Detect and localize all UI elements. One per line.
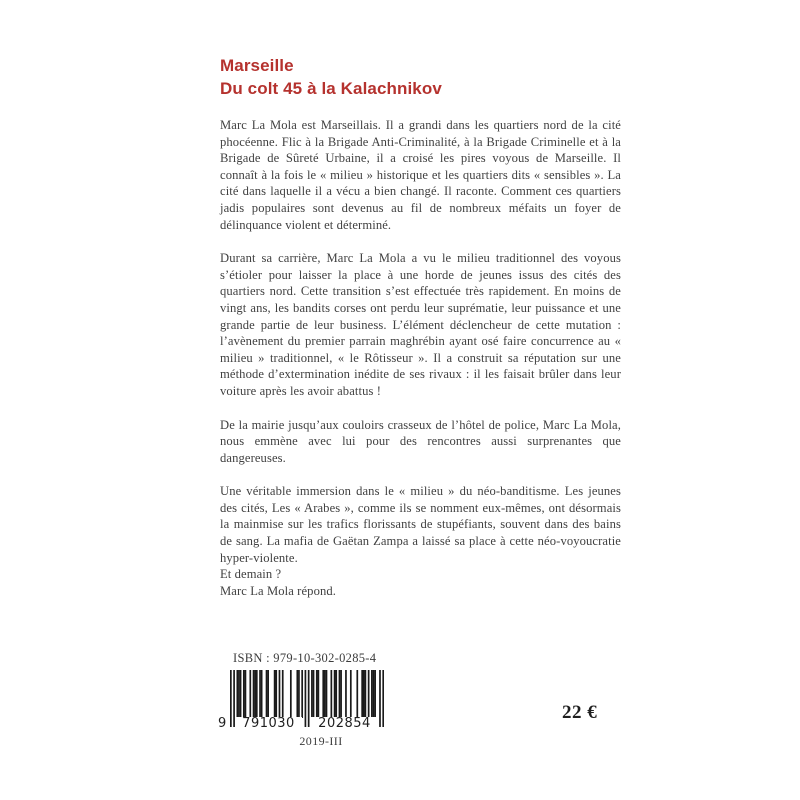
barcode <box>218 670 384 748</box>
price-label: 22 € <box>562 702 598 723</box>
book-title-line1: Marseille <box>220 56 294 75</box>
closing-line: Et demain ? <box>220 567 282 582</box>
barcode-left-digits: 791030 <box>235 717 302 731</box>
synopsis-paragraph: Une véritable immersion dans le « milieu » du néo-banditisme. Les jeunes des cités, Les « Arabes », comme ils se nomment eux-mêmes, ont désormais la mainmise sur les trafics florissants de stupéfiants, souvent dans des bains de sang. La mafia de Gaëtan Zampa a laissé sa place à cette néo-voyoucratie hyper-violente. <box>220 484 621 565</box>
book-subtitle: Du colt 45 à la Kalachnikov <box>220 79 442 98</box>
isbn-text: ISBN : 979-10-302-0285-4 <box>233 651 377 665</box>
synopsis-paragraph: Durant sa carrière, Marc La Mola a vu le milieu traditionnel des voyous s’étioler pour laisser la place à une horde de jeunes issus des cités des quartiers nord. Cette transition s’est effectuée très rapidement. En moins de vingt ans, les bandits corses ont perdu leur suprématie, leur puissance et une grande partie de leur business. L’élément déclencheur de cette mutation : l’avènement du premier parrain maghrébin ayant osé faire concurrence au « milieu » traditionnel, « le Rôtisseur ». Il a construit sa réputation sur une méthode d’extermination inédite de ses rivaux : il les faisait brûler dans leur voiture après les avoir abattus ! <box>220 251 621 398</box>
back-cover-text-column <box>220 54 621 599</box>
barcode-right-digits: 202854 <box>311 717 378 731</box>
edition-code: 2019-III <box>299 734 343 748</box>
synopsis-paragraph: Marc La Mola est Marseillais. Il a grandi dans les quartiers nord de la cité phocéenne. Flic à la Brigade Anti-Criminalité, à la Brigade Criminelle et à la Brigade de Sûreté Urbaine, il a croisé les pires voyous de Marseille. Il connaît à la fois le « milieu » historique et les quartiers dits « sensibles ». La cité dans laquelle il a vécu a bien changé. Il raconte. Comment ces quartiers jadis populaires sont devenus au fil de nombreux méfaits un foyer de délinquance violent et déterminé. <box>220 118 621 232</box>
barcode-lead-digit: 9 <box>218 716 227 731</box>
book-title <box>220 54 621 100</box>
synopsis <box>220 117 621 599</box>
closing-line: Marc La Mola répond. <box>220 583 337 598</box>
synopsis-paragraph: De la mairie jusqu’aux couloirs crasseux de l’hôtel de police, Marc La Mola, nous emmène avec lui pour des rencontres aussi surprenantes que dangereuses. <box>220 417 621 465</box>
